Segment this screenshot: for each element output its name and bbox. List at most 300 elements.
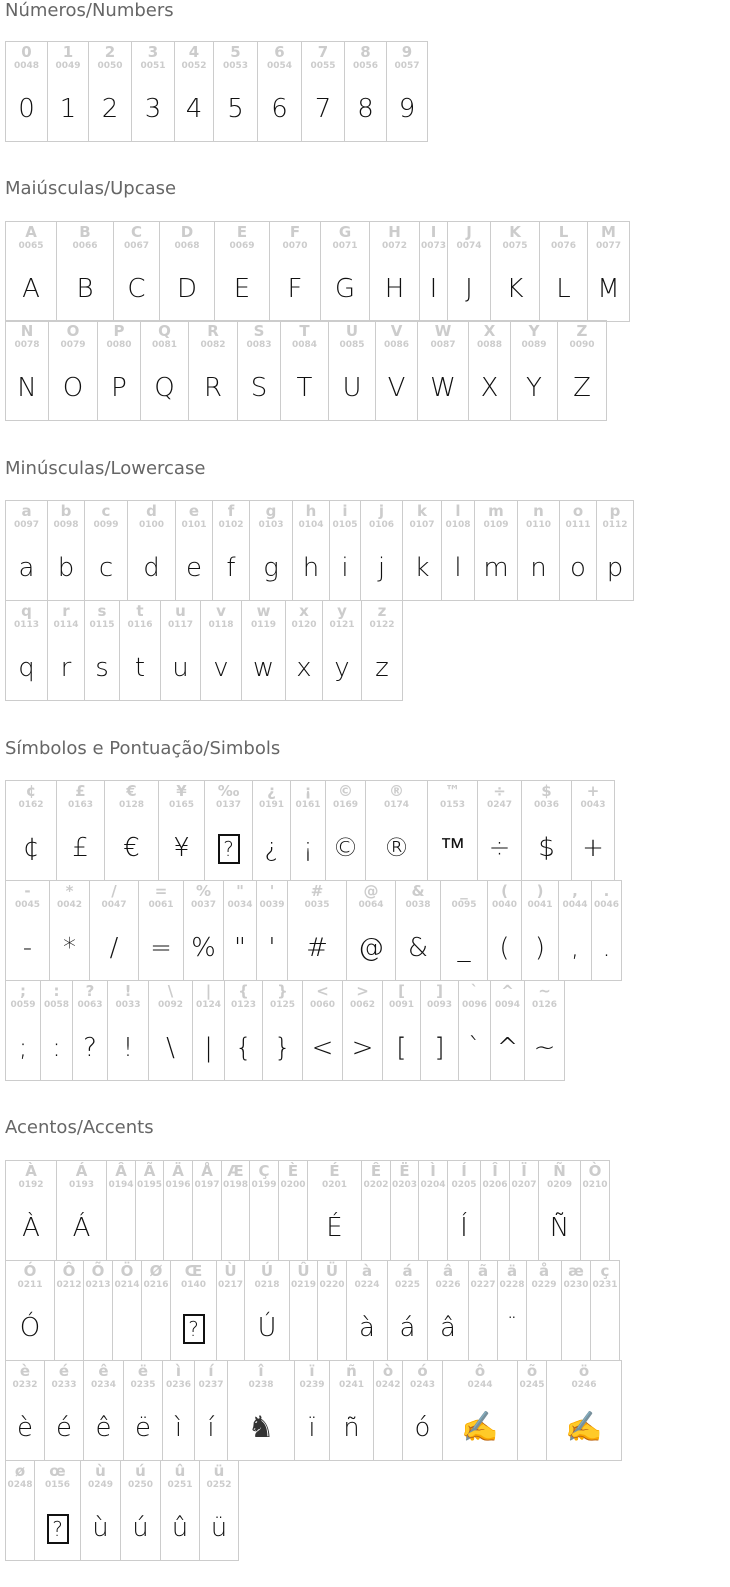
glyph-cell	[250, 1161, 279, 1261]
character-code: 0210	[582, 1180, 608, 1190]
character-label: ¥	[176, 782, 187, 800]
glyph-sample: 3	[144, 94, 162, 124]
character-code: 0085	[339, 340, 365, 350]
glyph-sample: u	[172, 653, 189, 683]
glyph-sample: t	[134, 653, 146, 683]
character-label: '	[269, 882, 275, 900]
character-label: Û	[297, 1262, 310, 1280]
glyph-cell	[597, 501, 634, 601]
glyph-cell	[193, 1161, 222, 1261]
character-label: 1	[62, 43, 74, 61]
glyph-cell	[281, 321, 329, 421]
glyph-sample: l	[454, 553, 462, 583]
glyph-cell	[443, 1361, 518, 1461]
drawing-glyph-icon: ✍	[461, 1410, 499, 1445]
character-code: 0097	[13, 520, 40, 530]
glyph-cell	[403, 1361, 443, 1461]
character-code: 0052	[181, 61, 207, 71]
glyph-cell	[85, 501, 128, 601]
glyph-sample: "	[234, 933, 246, 963]
character-code: 0192	[18, 1180, 44, 1190]
character-code: 0161	[295, 800, 321, 810]
glyph-cell	[491, 981, 525, 1081]
glyph-sample: ¥	[173, 833, 190, 863]
glyph-sample: 5	[227, 94, 244, 124]
character-label: =	[154, 882, 168, 900]
glyph-cell	[124, 1361, 163, 1461]
character-code: 0040	[491, 900, 518, 910]
glyph-sample: ~	[533, 1033, 556, 1063]
glyph-sample: €	[123, 833, 140, 863]
glyph-sample: s	[95, 653, 109, 683]
glyph-cell	[491, 222, 540, 322]
character-label: t	[136, 602, 144, 620]
glyph-sample: 0	[18, 94, 35, 124]
glyph-cell	[6, 601, 48, 701]
character-code: 0218	[254, 1280, 280, 1290]
glyph-cell	[318, 1261, 347, 1361]
glyph-cell	[525, 981, 565, 1081]
character-label: ú	[135, 1462, 146, 1480]
glyph-sample: ë	[135, 1413, 151, 1443]
glyph-cell	[73, 981, 108, 1081]
character-code: 0230	[563, 1280, 589, 1290]
character-label: [	[398, 982, 405, 1000]
glyph-cell	[105, 781, 159, 881]
character-code: 0217	[217, 1280, 244, 1290]
character-code: 0241	[338, 1380, 365, 1390]
character-code: 0194	[108, 1180, 134, 1190]
character-label: í	[208, 1362, 214, 1380]
glyph-sample: ,	[570, 933, 580, 963]
glyph-cell	[136, 1161, 164, 1261]
character-code: 0041	[527, 900, 553, 910]
glyph-sample: N	[17, 373, 37, 403]
character-code: 0112	[602, 520, 628, 530]
glyph-cell	[6, 321, 49, 421]
character-label: (	[501, 882, 508, 900]
glyph-cell	[217, 1261, 245, 1361]
character-label: ø	[14, 1462, 26, 1480]
glyph-cell	[347, 1261, 388, 1361]
character-code: 0090	[569, 340, 595, 350]
glyph-sample: ú	[132, 1513, 149, 1543]
glyph-cell	[6, 1261, 55, 1361]
character-label: ï	[309, 1362, 315, 1380]
glyph-sample: à	[359, 1313, 375, 1343]
character-code: 0119	[250, 620, 277, 630]
character-code: 0242	[375, 1380, 401, 1390]
character-code: 0037	[190, 900, 217, 910]
glyph-cell	[448, 1161, 481, 1261]
character-label: f	[227, 502, 235, 520]
character-label: j	[378, 502, 385, 520]
glyph-sample: -	[22, 933, 33, 963]
glyph-cell	[6, 1161, 57, 1261]
glyph-row	[5, 1460, 239, 1561]
glyph-sample: J	[465, 274, 473, 304]
glyph-sample: 7	[314, 94, 332, 124]
character-code: 0169	[332, 800, 359, 810]
character-label: ¢	[25, 782, 37, 800]
character-code: 0227	[470, 1280, 496, 1290]
character-code: 0057	[394, 61, 420, 71]
glyph-sample: `	[468, 1033, 481, 1063]
glyph-row	[5, 980, 565, 1081]
glyph-cell	[522, 881, 559, 981]
character-label: €	[126, 782, 137, 800]
glyph-sample: c	[98, 553, 114, 583]
character-code: 0238	[248, 1380, 274, 1390]
glyph-cell	[98, 321, 141, 421]
drawing-glyph-icon: ♞	[247, 1410, 275, 1445]
glyph-cell	[250, 501, 293, 601]
character-label: X	[483, 322, 496, 340]
character-code: 0204	[420, 1180, 446, 1190]
character-label: ë	[137, 1362, 149, 1380]
character-code: 0234	[90, 1380, 117, 1390]
glyph-sample: L	[556, 274, 571, 304]
glyph-row	[5, 1160, 610, 1261]
glyph-cell	[48, 42, 89, 142]
glyph-sample: +	[582, 833, 604, 863]
character-code: 0246	[571, 1380, 597, 1390]
character-code: 0038	[405, 900, 431, 910]
character-label: $	[541, 782, 552, 800]
glyph-sample: f	[226, 553, 236, 583]
character-code: 0237	[198, 1380, 224, 1390]
glyph-cell	[361, 501, 403, 601]
character-code: 0091	[388, 1000, 415, 1010]
character-code: 0202	[363, 1180, 389, 1190]
glyph-sample: W	[430, 373, 456, 403]
character-label: 3	[147, 43, 159, 61]
glyph-cell	[222, 1161, 250, 1261]
glyph-cell	[176, 501, 213, 601]
glyph-sample: p	[606, 553, 624, 583]
character-label: ™	[445, 782, 460, 800]
character-code: 0054	[266, 61, 293, 71]
glyph-sample: '	[268, 933, 276, 963]
glyph-cell	[45, 1361, 84, 1461]
glyph-sample: /	[109, 933, 119, 963]
glyph-cell	[120, 601, 161, 701]
character-code: 0118	[208, 620, 234, 630]
glyph-cell	[330, 501, 361, 601]
glyph-cell	[175, 42, 214, 142]
missing-glyph-box-icon: ?	[171, 1311, 216, 1345]
character-code: 0225	[394, 1280, 421, 1290]
glyph-sample: z	[375, 653, 389, 683]
character-code: 0093	[426, 1000, 453, 1010]
character-code: 0123	[230, 1000, 257, 1010]
character-label: ;	[20, 982, 26, 1000]
character-code: 0062	[349, 1000, 376, 1010]
glyph-cell	[488, 881, 522, 981]
glyph-cell	[321, 222, 370, 322]
glyph-sample: }	[274, 1033, 291, 1063]
character-label: Ñ	[553, 1162, 566, 1180]
glyph-row	[5, 1260, 620, 1361]
character-label: ô	[474, 1362, 486, 1380]
character-label: m	[488, 502, 504, 520]
glyph-cell	[142, 1261, 171, 1361]
glyph-row	[5, 1360, 622, 1461]
glyph-sample: $	[538, 833, 555, 863]
character-label: *	[65, 882, 74, 900]
character-code: 0076	[550, 241, 577, 251]
glyph-cell	[362, 1161, 391, 1261]
character-label: ò	[382, 1362, 394, 1380]
glyph-sample: m	[483, 553, 509, 583]
glyph-cell	[57, 222, 114, 322]
character-code: 0102	[218, 520, 244, 530]
character-label: ®	[389, 782, 404, 800]
character-label: ê	[98, 1362, 109, 1380]
section-title: Números/Numbers	[5, 0, 174, 21]
character-code: 0137	[215, 800, 242, 810]
character-code: 0198	[222, 1180, 249, 1190]
glyph-sample: e	[186, 553, 202, 583]
character-code: 0196	[165, 1180, 191, 1190]
glyph-cell	[189, 321, 238, 421]
character-label: :	[53, 982, 60, 1000]
character-label: u	[175, 602, 186, 620]
glyph-cell	[85, 601, 120, 701]
character-label: 9	[401, 43, 413, 61]
character-code: 0047	[101, 900, 127, 910]
glyph-cell	[84, 1361, 124, 1461]
glyph-sample: @	[358, 933, 384, 963]
glyph-sample: &	[407, 933, 429, 963]
character-label: á	[402, 1262, 413, 1280]
glyph-sample: ©	[332, 833, 359, 863]
character-code: 0081	[151, 340, 178, 350]
glyph-cell	[171, 1261, 217, 1361]
glyph-cell	[6, 1461, 35, 1561]
character-code: 0113	[13, 620, 40, 630]
character-label: `	[470, 982, 479, 1000]
character-code: 0116	[127, 620, 153, 630]
glyph-cell	[41, 981, 73, 1081]
glyph-cell	[383, 981, 421, 1081]
glyph-cell	[48, 601, 85, 701]
character-label: Ö	[120, 1262, 134, 1280]
character-code: 0107	[409, 520, 435, 530]
glyph-sample: n	[530, 553, 547, 583]
glyph-cell	[89, 42, 132, 142]
glyph-cell	[481, 1161, 510, 1261]
section-title: Acentos/Accents	[5, 1117, 154, 1138]
glyph-sample: 8	[357, 94, 374, 124]
character-label: Ü	[325, 1262, 339, 1280]
glyph-cell	[326, 781, 366, 881]
character-label: Á	[75, 1162, 88, 1180]
glyph-cell	[323, 601, 362, 701]
character-label: x	[299, 602, 309, 620]
character-code: 0109	[483, 520, 509, 530]
glyph-cell	[428, 1261, 469, 1361]
character-code: 0153	[439, 800, 466, 810]
glyph-cell	[591, 1261, 620, 1361]
character-label: y	[337, 602, 347, 620]
character-label: ç	[600, 1262, 610, 1280]
character-label: Ç	[258, 1162, 270, 1180]
character-label: R	[207, 322, 219, 340]
glyph-cell	[420, 222, 448, 322]
character-label: e	[188, 502, 200, 520]
glyph-sample: j	[377, 553, 386, 583]
glyph-sample: í	[207, 1413, 215, 1443]
character-code: 0060	[309, 1000, 336, 1010]
character-code: 0034	[227, 900, 253, 910]
character-label: }	[277, 982, 288, 1000]
character-label: H	[388, 223, 401, 241]
character-label: Œ	[184, 1262, 203, 1280]
glyph-sample: \	[166, 1033, 175, 1063]
character-label: Ô	[62, 1262, 76, 1280]
glyph-sample: _	[457, 933, 471, 963]
character-label: F	[289, 223, 301, 241]
glyph-sample: ù	[92, 1513, 109, 1543]
glyph-cell	[205, 781, 253, 881]
character-label: ì	[175, 1362, 182, 1380]
glyph-sample: ^	[496, 1033, 519, 1063]
glyph-sample: i	[341, 553, 349, 583]
glyph-cell	[478, 781, 522, 881]
character-label: ù	[95, 1462, 106, 1480]
character-code: 0251	[167, 1480, 193, 1490]
character-label: Ì	[430, 1162, 436, 1180]
character-label: @	[363, 882, 379, 900]
character-code: 0105	[332, 520, 358, 530]
glyph-sample: T	[296, 373, 313, 403]
character-code: 0035	[304, 900, 330, 910]
character-label: N	[20, 322, 34, 340]
glyph-cell	[279, 1161, 308, 1261]
character-label: ?	[85, 982, 95, 1000]
glyph-cell	[419, 1161, 448, 1261]
character-label: Ù	[224, 1262, 237, 1280]
glyph-sample: #	[306, 933, 328, 963]
character-code: 0117	[167, 620, 194, 630]
character-code: 0042	[56, 900, 83, 910]
character-label: ä	[506, 1262, 518, 1280]
glyph-sample: H	[384, 274, 405, 304]
character-label: Ê	[370, 1162, 382, 1180]
glyph-sample: y	[334, 653, 350, 683]
character-label: Â	[115, 1162, 127, 1180]
character-label: Z	[576, 322, 588, 340]
character-code: 0083	[246, 340, 272, 350]
glyph-cell	[84, 1261, 113, 1361]
character-code: 0049	[55, 61, 81, 71]
character-label: z	[377, 602, 387, 620]
glyph-cell	[418, 321, 469, 421]
character-code: 0106	[368, 520, 395, 530]
glyph-cell	[588, 222, 630, 322]
glyph-sample: E	[233, 274, 251, 304]
glyph-cell	[35, 1461, 81, 1561]
glyph-cell	[107, 1161, 136, 1261]
character-label: 6	[274, 43, 285, 61]
glyph-sample: G	[334, 274, 356, 304]
character-code: 0059	[10, 1000, 36, 1010]
glyph-cell	[224, 881, 257, 981]
glyph-sample: x	[296, 653, 312, 683]
character-label: Õ	[91, 1262, 105, 1280]
character-label: T	[299, 322, 310, 340]
character-label: b	[60, 502, 72, 520]
character-code: 0211	[17, 1280, 43, 1290]
character-label: 8	[360, 43, 371, 61]
character-label: >	[356, 982, 369, 1000]
character-label: _	[460, 882, 468, 900]
glyph-sample: ì	[174, 1413, 183, 1443]
glyph-sample: é	[56, 1413, 72, 1443]
glyph-sample: <	[311, 1033, 334, 1063]
character-code: 0046	[593, 900, 620, 910]
character-code: 0033	[115, 1000, 141, 1010]
glyph-sample: ï	[308, 1413, 316, 1443]
character-label: à	[361, 1262, 373, 1280]
glyph-cell	[345, 42, 387, 142]
character-label: +	[586, 782, 600, 800]
character-label: k	[417, 502, 427, 520]
character-label: U	[345, 322, 359, 340]
character-label: |	[205, 982, 212, 1000]
glyph-sample: ê	[95, 1413, 112, 1443]
character-label: ã	[477, 1262, 489, 1280]
character-label: Æ	[227, 1162, 244, 1180]
character-code: 0126	[531, 1000, 558, 1010]
glyph-cell	[195, 1361, 228, 1461]
character-code: 0197	[194, 1180, 220, 1190]
character-label: ^	[501, 982, 514, 1000]
character-code: 0089	[521, 340, 547, 350]
character-code: 0115	[89, 620, 115, 630]
glyph-sample: X	[480, 373, 499, 403]
character-code: 0236	[165, 1380, 192, 1390]
character-code: 0045	[14, 900, 41, 910]
character-code: 0070	[282, 241, 308, 251]
glyph-cell	[374, 1361, 403, 1461]
glyph-cell	[242, 601, 286, 701]
character-code: 0120	[291, 620, 317, 630]
glyph-cell	[214, 42, 258, 142]
character-code: 0043	[580, 800, 606, 810]
glyph-row	[5, 600, 403, 701]
glyph-sample: Q	[154, 373, 175, 403]
glyph-cell	[559, 881, 592, 981]
glyph-cell	[540, 222, 588, 322]
glyph-cell	[293, 501, 330, 601]
character-code: 0207	[511, 1180, 537, 1190]
glyph-cell	[347, 881, 396, 981]
glyph-cell	[6, 222, 57, 322]
glyph-sample: >	[351, 1033, 374, 1063]
character-label: Å	[201, 1162, 213, 1180]
character-label: w	[256, 602, 271, 620]
character-code: 0235	[130, 1380, 156, 1390]
glyph-sample: d	[143, 553, 160, 583]
character-code: 0067	[123, 241, 150, 251]
character-label: ¿	[267, 782, 276, 800]
glyph-sample: ™	[439, 833, 466, 863]
glyph-cell	[291, 781, 326, 881]
glyph-sample: I	[429, 274, 438, 304]
glyph-sample: B	[76, 274, 94, 304]
